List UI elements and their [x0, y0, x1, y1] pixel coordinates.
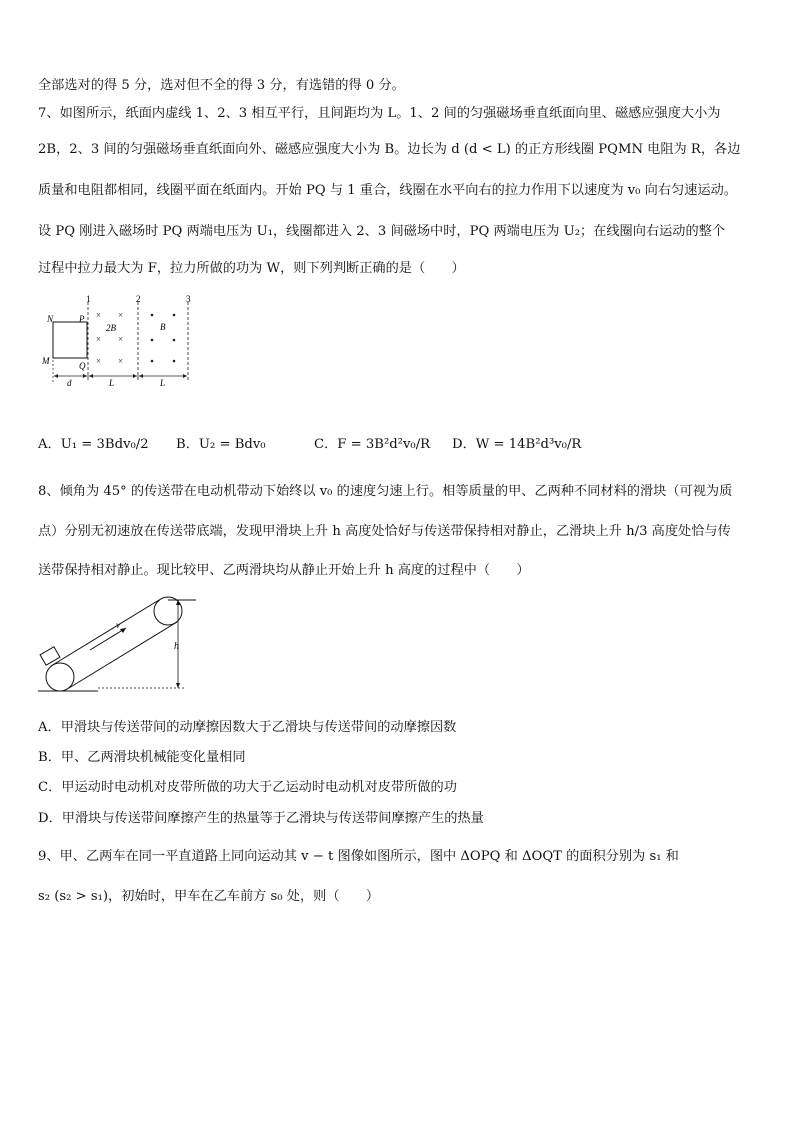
q8-text-line-2: 点）分别无初速放在传送带底端，发现甲滑块上升 h 高度处恰好与传送带保持相对静止，乙滑块上升 h/3 高度处恰与传 [38, 524, 731, 539]
coil-label-P: P [79, 314, 85, 324]
q7-option-c[interactable]: C．F = 3B²d²v₀/R [314, 437, 431, 452]
dimension-d-label: d [67, 378, 72, 388]
q8-text-line-3: 送带保持相对静止。现比较甲、乙两滑块均从静止开始上升 h 高度的过程中（ ） [38, 563, 530, 578]
height-label: h [174, 641, 179, 652]
dimension-L1-label: L [109, 378, 115, 388]
svg-text:×: × [118, 334, 124, 344]
q7-magnetic-field-figure [36, 292, 196, 392]
line-2-label: 2 [136, 294, 141, 304]
svg-text:×: × [96, 310, 102, 320]
q8-option-b[interactable]: B．甲、乙两滑块机械能变化量相同 [38, 750, 246, 765]
previous-question-tail: 全部选对的得 5 分，选对但不全的得 3 分，有选错的得 0 分。 [38, 78, 405, 93]
coil-label-N: N [47, 314, 54, 324]
line-1-label: 1 [86, 294, 91, 304]
svg-text:×: × [118, 356, 124, 366]
q7-text-line-1: 7、如图所示，纸面内虚线 1、2、3 相互平行，且间距均为 L。1、2 间的匀强磁场垂直纸面向里、磁感应强度大小为 [38, 106, 721, 121]
field-2B-label: 2B [106, 323, 116, 333]
q8-option-c[interactable]: C．甲运动时电动机对皮带所做的功大于乙运动时电动机对皮带所做的功 [38, 780, 457, 795]
svg-text:×: × [96, 356, 102, 366]
svg-text:×: × [118, 310, 124, 320]
q7-text-line-2: 2B，2、3 间的匀强磁场垂直纸面向外、磁感应强度大小为 B。边长为 d (d < L) 的正方形线圈 PQMN 电阻为 R，各边 [38, 142, 741, 157]
q7-option-b[interactable]: B．U₂ = Bdv₀ [176, 437, 266, 452]
q7-option-a[interactable]: A．U₁ = 3Bdv₀/2 [38, 437, 149, 452]
svg-text:×: × [96, 334, 102, 344]
q8-option-d[interactable]: D．甲滑块与传送带间摩擦产生的热量等于乙滑块与传送带间摩擦产生的热量 [38, 811, 484, 826]
velocity-label: v [116, 620, 120, 630]
dimension-L2-label: L [160, 378, 166, 388]
field-B-label: B [160, 322, 166, 332]
q7-option-d[interactable]: D．W = 14B²d³v₀/R [452, 437, 582, 452]
coil-label-Q: Q [79, 361, 86, 371]
q8-text-line-1: 8、倾角为 45° 的传送带在电动机带动下始终以 v₀ 的速度匀速上行。相等质量的甲、乙两种不同材料的滑块（可视为质 [38, 484, 733, 499]
line-3-label: 3 [186, 294, 191, 304]
q7-text-line-3: 质量和电阻都相同，线圈平面在纸面内。开始 PQ 与 1 重合，线圈在水平向右的拉力作用下以速度为 v₀ 向右匀速运动。 [38, 183, 737, 198]
coil-label-M: M [42, 356, 50, 366]
q8-conveyor-belt-figure [38, 592, 208, 696]
q7-text-line-5: 过程中拉力最大为 F，拉力所做的功为 W，则下列判断正确的是（ ） [38, 261, 465, 276]
q7-options [38, 428, 658, 462]
q9-text-line-1: 9、甲、乙两车在同一平直道路上同向运动其 v − t 图像如图所示，图中 ΔOPQ 和 ΔOQT 的面积分别为 s₁ 和 [38, 849, 679, 864]
q7-text-line-4: 设 PQ 刚进入磁场时 PQ 两端电压为 U₁，线圈都进入 2、3 间磁场中时，PQ 两端电压为 U₂；在线圈向右运动的整个 [38, 224, 726, 239]
q9-text-line-2: s₂ (s₂ > s₁)，初始时，甲车在乙车前方 s₀ 处，则（ ） [38, 889, 380, 904]
q8-option-a[interactable]: A．甲滑块与传送带间的动摩擦因数大于乙滑块与传送带间的动摩擦因数 [38, 720, 457, 735]
